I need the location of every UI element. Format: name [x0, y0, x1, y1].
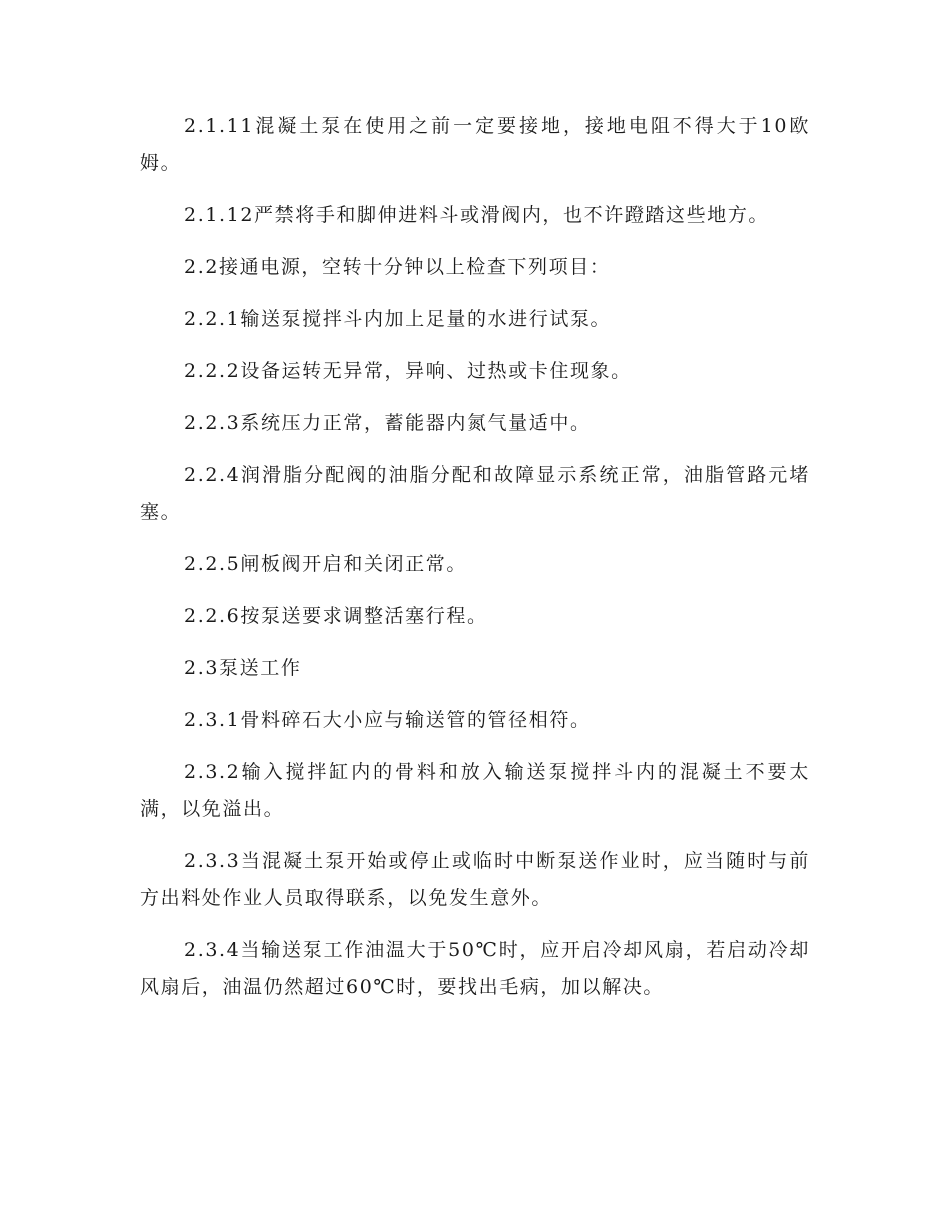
paragraph-2-3-3: 2.3.3当混凝土泵开始或停止或临时中断泵送作业时，应当随时与前方出料处作业人员取得联系，以免发生意外。 — [140, 850, 810, 909]
document-body — [140, 108, 810, 1021]
paragraph-2-2-1: 2.2.1输送泵搅拌斗内加上足量的水进行试泵。 — [184, 308, 612, 330]
paragraph-2-2-5: 2.2.5闸板阀开启和关闭正常。 — [184, 553, 467, 575]
paragraph-2-3-2: 2.3.2输入搅拌缸内的骨料和放入输送泵搅拌斗内的混凝土不要太满，以免溢出。 — [140, 761, 810, 820]
paragraph-2-2-3: 2.2.3系统压力正常，蓄能器内氮气量适中。 — [184, 412, 591, 434]
paragraph-2-1-12: 2.1.12严禁将手和脚伸进料斗或滑阀内，也不许蹬踏这些地方。 — [184, 204, 770, 226]
paragraph-2-2: 2.2接通电源，空转十分钟以上检查下列项目： — [184, 256, 611, 278]
paragraph-2-2-2: 2.2.2设备运转无异常，异响、过热或卡住现象。 — [184, 360, 632, 382]
paragraph-2-3: 2.3泵送工作 — [184, 657, 302, 679]
paragraph-2-3-1: 2.3.1骨料碎石大小应与输送管的管径相符。 — [184, 709, 591, 731]
paragraph-2-3-4: 2.3.4当输送泵工作油温大于50℃时，应开启冷却风扇，若启动冷却风扇后，油温仍然超过60℃时，要找出毛病，加以解决。 — [140, 939, 810, 998]
paragraph-2-2-4: 2.2.4润滑脂分配阀的油脂分配和故障显示系统正常，油脂管路元堵塞。 — [140, 464, 810, 523]
paragraph-2-1-11: 2.1.11混凝土泵在使用之前一定要接地，接地电阻不得大于10欧姆。 — [140, 115, 810, 174]
paragraph-2-2-6: 2.2.6按泵送要求调整活塞行程。 — [184, 605, 488, 627]
